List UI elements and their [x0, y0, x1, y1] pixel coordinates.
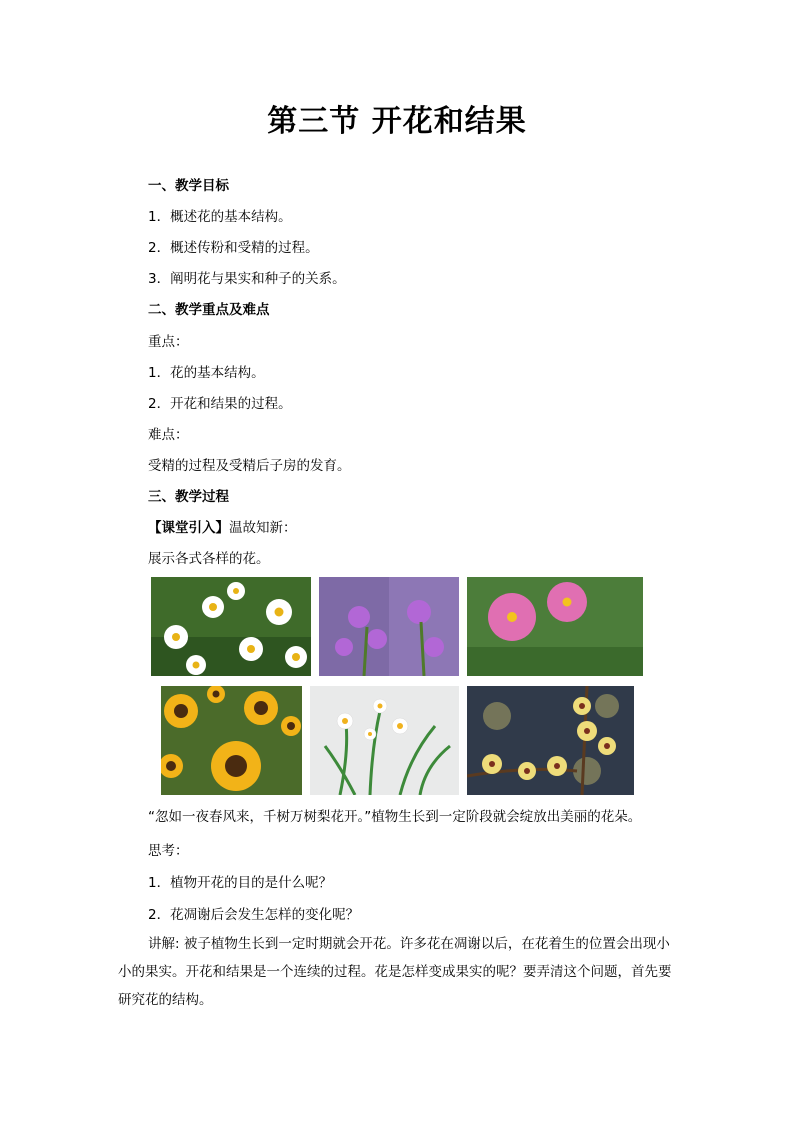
objective-item: 3．阐明花与果实和种子的关系。 — [148, 271, 346, 287]
intro-text: 温故知新： — [229, 520, 297, 536]
explain-label: 讲解: — [148, 936, 180, 952]
key-item: 2．开花和结果的过程。 — [148, 396, 292, 412]
difficult-item: 受精的过程及受精后子房的发育。 — [148, 458, 351, 474]
objective-item: 1．概述花的基本结构。 — [148, 209, 292, 225]
sunflower-photo — [161, 686, 302, 795]
explanation-paragraph — [118, 930, 678, 1014]
question-item: 1．植物开花的目的是什么呢？ — [148, 875, 333, 891]
keypoints-heading: 二、教学重点及难点 — [148, 302, 270, 318]
violet-flower-photo — [319, 577, 459, 676]
process-heading: 三、教学过程 — [148, 489, 229, 505]
difficult-label: 难点： — [148, 427, 189, 443]
think-label: 思考： — [148, 843, 189, 859]
intro-bracket: 【课堂引入】 — [148, 520, 229, 536]
quote-paragraph: “忽如一夜春风来，千树万树梨花开。”植物生长到一定阶段就会绽放出美丽的花朵。 — [148, 809, 642, 825]
daisy-photo — [151, 577, 311, 676]
cosmos-photo — [467, 577, 643, 676]
objectives-heading: 一、教学目标 — [148, 178, 229, 194]
key-item: 1．花的基本结构。 — [148, 365, 265, 381]
question-item: 2．花凋谢后会发生怎样的变化呢？ — [148, 907, 360, 923]
narcissus-photo — [310, 686, 459, 795]
wintersweet-photo — [467, 686, 634, 795]
page-title: 第三节 开花和结果 — [267, 104, 527, 139]
objective-item: 2．概述传粉和受精的过程。 — [148, 240, 319, 256]
key-label: 重点： — [148, 334, 189, 350]
intro-line — [148, 519, 297, 537]
show-flowers-line: 展示各式各样的花。 — [148, 551, 270, 567]
explain-text: 被子植物生长到一定时期就会开花。许多花在凋谢以后，在花着生的位置会出现小小的果实。开花和结果是一个连续的过程。花是怎样变成果实的呢？要弄清这个问题，首先要研究花的结构。 — [118, 936, 672, 1008]
